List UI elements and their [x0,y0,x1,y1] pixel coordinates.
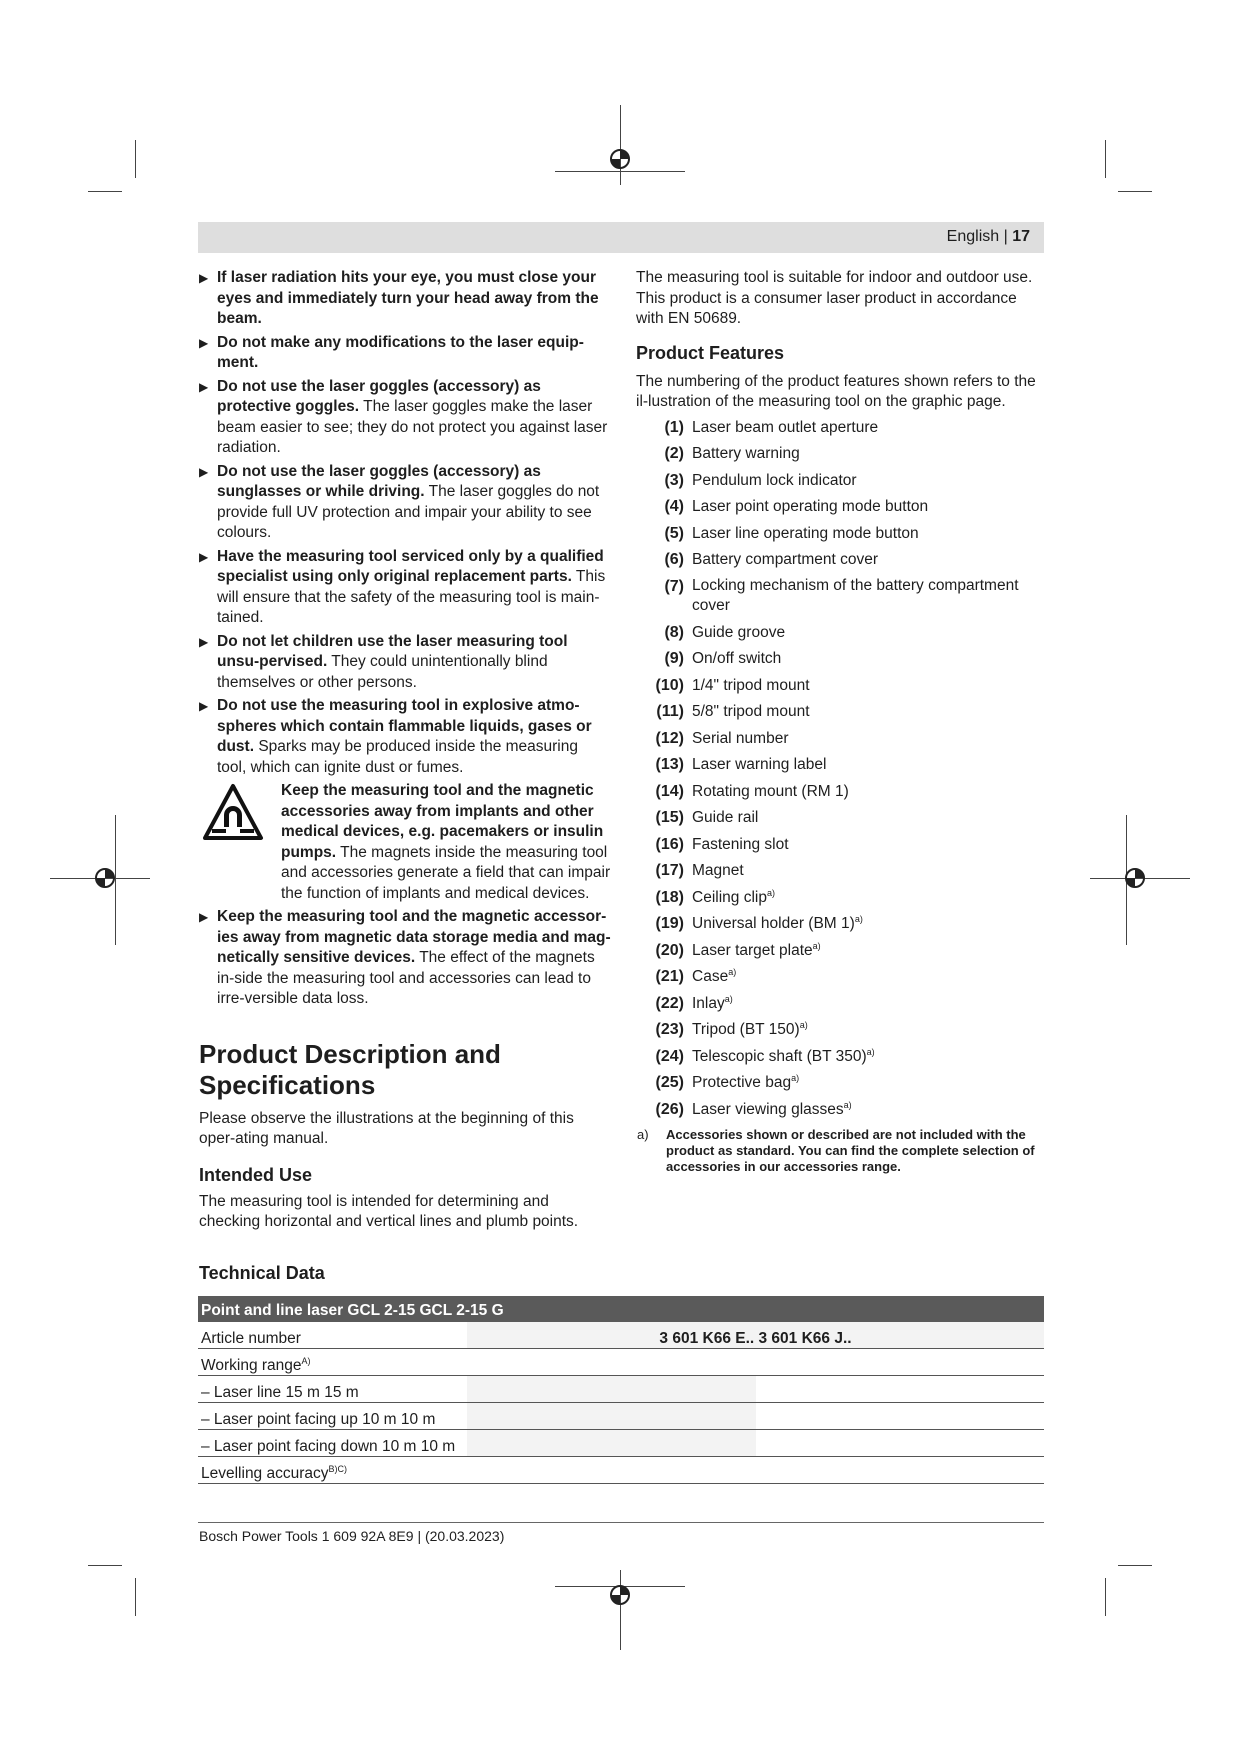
magnet-warning-icon [202,783,264,841]
feature-item: (9) On/off switch [664,650,782,667]
footer-rule [198,1522,1044,1523]
table-cell-value: 3 601 K66 E.. 3 601 K66 J.. [467,1322,1044,1349]
feature-item: (5) Laser line operating mode button [664,524,919,542]
table-row: Levelling accuracy$^{B)C)}$ [198,1457,1044,1484]
feature-item: (21) Case$^{a)}$ [655,966,737,985]
feature-item: (16) Fastening slot [655,835,789,853]
feature-item: (7) Locking mechanism of the battery compartment cover [664,576,1019,614]
safety-bullet: ▶ If laser radiation hits your eye, you must close your eyes and immediately turn your head away from the beam. [199,269,599,327]
feature-item: (22) Inlay$^{a)}$ [655,993,733,1012]
safety-bullet: ▶ Do not use the laser goggles (accessory) as sunglasses or while driving. The laser goggles do not provide full UV protection and impair your ability to see colours. [199,462,600,541]
magnet-warning: Keep the measuring tool and the magnetic accessories away from implants and other medical devices, e.g. pacemakers or insulin pumps. The magnets inside the measuring tool and accessories generate a field that can impair the function of implants and medical devices. [199,781,611,904]
footnote [636,1127,1048,1175]
feature-item: (2) Battery warning [664,445,800,462]
table-row: Article number 3 601 K66 E.. 3 601 K66 J.. [198,1322,1044,1349]
registration-mark-icon [1123,866,1147,890]
features-list [636,417,1048,1126]
table-row: – Laser line 15 m 15 m [198,1376,1044,1403]
footnote-marker: a) [637,1127,649,1142]
feature-item: (3) Pendulum lock indicator [664,471,857,489]
footer-text: Bosch Power Tools 1 609 92A 8E9 | (20.03.2023) [199,1528,505,1544]
safety-bullet: ▶ Do not let children use the laser measuring tool unsu-pervised. They could unintentionally blind themselves or other persons. [199,632,568,691]
feature-item: (15) Guide rail [655,809,759,826]
technical-data-table [198,1296,1044,1484]
feature-item: (1) Laser beam outlet aperture [664,418,879,436]
feature-item: (19) Universal holder (BM 1)$^{a)}$ [655,913,863,932]
safety-bullet: ▶ Do not use the measuring tool in explosive atmo-spheres which contain flammable liquids, gases or dust. Sparks may be produced inside the measuring tool, which can ignite dust or fumes. [199,697,592,776]
section-intro: Please observe the illustrations at the beginning of this oper-ating manual. [199,1109,574,1147]
safety-bullet: ▶ Do not use the laser goggles (accessory) as protective goggles. The laser goggles make the laser beam easier to see; they do not protect you against laser radiation. [199,377,608,456]
feature-item: (14) Rotating mount (RM 1) [655,782,849,800]
footnote-text: Accessories shown or described are not included with the product as standard. You can find the complete selection of accessories in our accessories range. [666,1127,1035,1174]
left-column [199,268,611,1233]
table-header: Point and line laser GCL 2-15 GCL 2-15 G [198,1296,1044,1322]
page-header [198,222,1044,253]
right-intro: The measuring tool is suitable for indoor and outdoor use. This product is a consumer laser product in accordance with EN 50689. [636,269,1033,327]
feature-item: (4) Laser point operating mode button [664,498,929,515]
technical-data-title: Technical Data [199,1263,325,1283]
intended-use-title: Intended Use [199,1164,313,1185]
header-language: English [946,228,1000,245]
feature-item: (6) Battery compartment cover [664,551,879,568]
safety-bullet: ▶ Have the measuring tool serviced only by a qualified specialist using only original replacement parts. This will ensure that the safety of the measuring tool is main-tained. [199,547,606,626]
page-number: 17 [1012,228,1030,245]
feature-item: (25) Protective bag$^{a)}$ [655,1072,800,1091]
feature-item: (12) Serial number [655,729,789,747]
table-row: – Laser point facing up 10 m 10 m [198,1403,1044,1430]
feature-item: (8) Guide groove [664,623,786,641]
feature-item: (13) Laser warning label [655,756,827,773]
safety-bullet: ▶ Do not make any modifications to the laser equip-ment. [199,333,584,371]
registration-mark-icon [608,1583,632,1607]
registration-mark-icon [608,147,630,169]
safety-bullet: ▶ Keep the measuring tool and the magnetic accessor-ies away from magnetic data storage media and mag-netically sensitive devices. The effect of the magnets in-side the measuring tool and accessories can lead to irre-versible data loss. [199,908,611,1007]
features-intro: The numbering of the product features shown refers to the il-lustration of the measuring tool on the graphic page. [636,372,1036,410]
table-row: Working range$^{A)}$ [198,1349,1044,1376]
registration-mark-icon [93,866,117,890]
feature-item: (23) Tripod (BT 150)$^{a)}$ [655,1019,808,1038]
feature-item: (17) Magnet [655,862,744,879]
intended-use-text: The measuring tool is intended for determining and checking horizontal and vertical lines and plumb points. [199,1192,579,1230]
feature-item: (26) Laser viewing glasses$^{a)}$ [655,1099,852,1118]
section-title: Product Description and Specifications [199,1038,501,1100]
features-title: Product Features [636,342,785,363]
feature-item: (10) 1/4" tripod mount [655,676,810,694]
header-label: English | 17 [946,228,1030,245]
right-column [636,268,1048,1175]
table-row: – Laser point facing down 10 m 10 m [198,1430,1044,1457]
feature-item: (18) Ceiling clip$^{a)}$ [655,887,775,906]
feature-item: (11) 5/8" tripod mount [656,703,810,720]
feature-item: (24) Telescopic shaft (BT 350)$^{a)}$ [655,1046,875,1065]
feature-item: (20) Laser target plate$^{a)}$ [655,940,821,959]
